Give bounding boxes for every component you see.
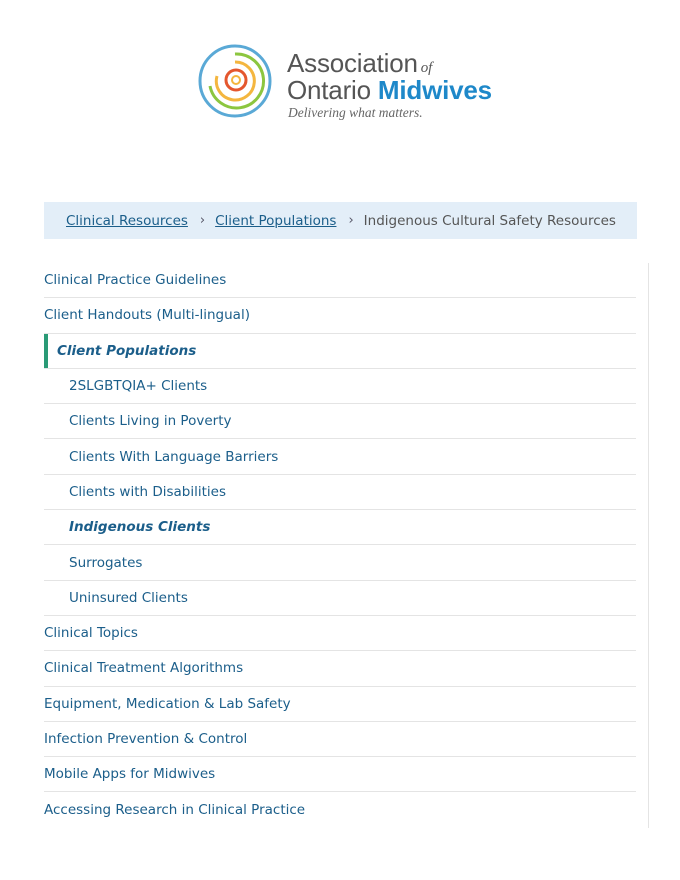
- breadcrumb-link-client-populations[interactable]: Client Populations: [215, 212, 337, 229]
- logo-line-2: Ontario Midwives: [287, 75, 492, 105]
- logo-tagline: Delivering what matters.: [288, 105, 423, 120]
- sidebar-item-mobile-apps-for-midwives[interactable]: Mobile Apps for Midwives: [44, 757, 636, 792]
- chevron-right-icon: ›: [348, 213, 354, 228]
- breadcrumb-link-clinical-resources[interactable]: Clinical Resources: [66, 212, 188, 229]
- sidebar-item-clinical-practice-guidelines[interactable]: Clinical Practice Guidelines: [44, 263, 636, 298]
- sidebar-item-accessing-research-in-clinical-practice[interactable]: Accessing Research in Clinical Practice: [44, 802, 306, 819]
- sidebar-item-surrogates[interactable]: Surrogates: [44, 545, 636, 580]
- sidebar-item-uninsured-clients[interactable]: Uninsured Clients: [44, 581, 636, 616]
- sidebar-item-clients-with-language-barriers[interactable]: Clients With Language Barriers: [44, 439, 636, 474]
- breadcrumb: [44, 202, 637, 239]
- sidebar-item-client-populations[interactable]: Client Populations: [44, 334, 636, 369]
- sidebar-item-2slgbtqia-clients[interactable]: 2SLGBTQIA+ Clients: [44, 369, 636, 404]
- sidebar-item-clients-living-in-poverty[interactable]: Clients Living in Poverty: [44, 404, 636, 439]
- logo-spiral-icon: [196, 42, 274, 120]
- sidebar-divider: [648, 263, 649, 828]
- sidebar-item-clients-with-disabilities[interactable]: Clients with Disabilities: [44, 475, 636, 510]
- site-logo[interactable]: [196, 42, 496, 122]
- breadcrumb-current: Indigenous Cultural Safety Resources: [363, 212, 616, 229]
- sidebar-item-clinical-topics[interactable]: Clinical Topics: [44, 616, 636, 651]
- sidebar-item-infection-prevention-control[interactable]: Infection Prevention & Control: [44, 722, 636, 757]
- sidebar-item-clinical-treatment-algorithms[interactable]: Clinical Treatment Algorithms: [44, 651, 636, 686]
- sidebar-item-indigenous-clients[interactable]: Indigenous Clients: [44, 510, 636, 545]
- chevron-right-icon: ›: [199, 213, 206, 228]
- sidebar-item-client-handouts-multi-lingual[interactable]: Client Handouts (Multi-lingual): [44, 298, 636, 333]
- logo-line-1: Association of: [287, 48, 433, 78]
- sidebar-item-equipment-medication-lab-safety[interactable]: Equipment, Medication & Lab Safety: [44, 687, 636, 722]
- sidebar-nav: [44, 263, 636, 828]
